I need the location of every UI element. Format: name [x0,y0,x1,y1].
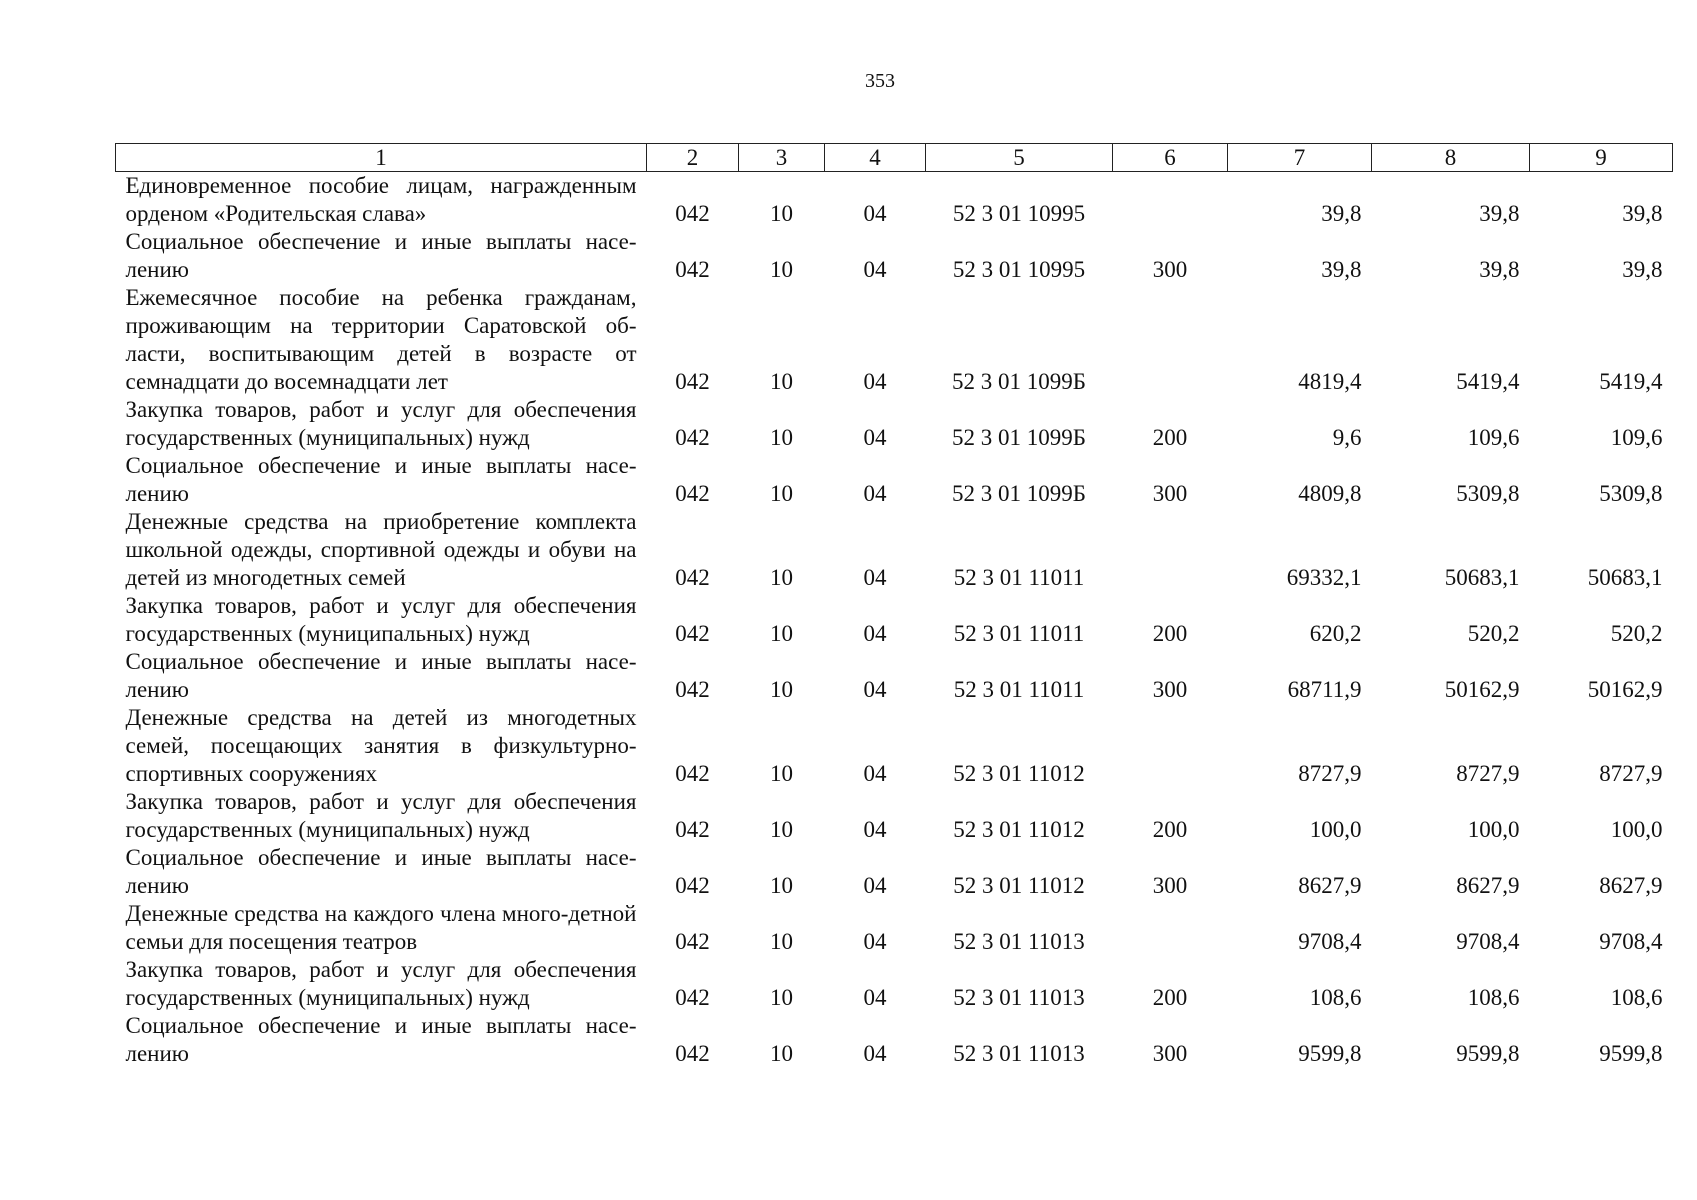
cell-col-4: 04 [863,201,887,226]
cell-col-9: 50683,1 [1587,565,1663,590]
cell-col-9: 520,2 [1610,621,1663,646]
table-row [116,648,1673,704]
header-col-7: 7 [1228,144,1372,172]
cell-col-2: 042 [675,677,710,702]
cell-col-8: 9599,8 [1456,1041,1520,1066]
cell-col-4: 04 [863,929,887,954]
table-row [116,844,1673,900]
row-description: Денежные средства на приобретение комплекта школьной одежды, спортивной одежды и обуви на детей из многодетных семей [125,509,637,590]
cell-col-8: 100,0 [1467,817,1520,842]
cell-col-4: 04 [863,257,887,282]
cell-col-2: 042 [675,817,710,842]
header-col-5: 5 [926,144,1113,172]
cell-col-3: 10 [770,621,793,646]
cell-col-7: 39,8 [1321,257,1362,282]
cell-col-4: 04 [863,481,887,506]
cell-col-3: 10 [770,985,793,1010]
cell-col-6: 300 [1152,873,1188,898]
cell-col-7: 4809,8 [1298,481,1362,506]
cell-col-3: 10 [770,257,793,282]
cell-col-8: 5309,8 [1456,481,1520,506]
header-row [116,144,1673,172]
table-row [116,228,1673,284]
cell-col-6 [1113,284,1228,396]
cell-col-7: 68711,9 [1287,677,1362,702]
cell-col-9: 9599,8 [1599,1041,1663,1066]
row-description: Социальное обеспечение и иные выплаты насе-лению [125,649,637,702]
cell-col-9: 39,8 [1622,201,1663,226]
table-row [116,172,1673,229]
cell-col-6: 300 [1152,257,1188,282]
cell-col-9: 39,8 [1622,257,1663,282]
cell-col-3: 10 [770,761,793,786]
cell-col-3: 10 [770,817,793,842]
cell-col-6 [1113,704,1228,788]
cell-col-6: 300 [1152,481,1188,506]
cell-col-9: 5309,8 [1599,481,1663,506]
table-row [116,704,1673,788]
header-col-1: 1 [116,144,647,172]
cell-col-7: 39,8 [1321,201,1362,226]
cell-col-7: 100,0 [1309,817,1362,842]
cell-col-2: 042 [675,621,710,646]
cell-col-5: 52 3 01 11012 [953,761,1085,786]
cell-col-9: 109,6 [1610,425,1663,450]
cell-col-5: 52 3 01 11013 [953,1041,1085,1066]
cell-col-4: 04 [863,761,887,786]
header-col-6: 6 [1113,144,1228,172]
row-description: Закупка товаров, работ и услуг для обеспечения государственных (муниципальных) нужд [125,593,637,646]
cell-col-3: 10 [770,201,793,226]
cell-col-2: 042 [675,873,710,898]
cell-col-3: 10 [770,1041,793,1066]
table-row [116,1012,1673,1068]
cell-col-8: 108,6 [1467,985,1520,1010]
cell-col-4: 04 [863,873,887,898]
cell-col-9: 108,6 [1610,985,1663,1010]
table-row [116,284,1673,396]
cell-col-2: 042 [675,425,710,450]
cell-col-9: 8727,9 [1599,761,1663,786]
cell-col-7: 8627,9 [1298,873,1362,898]
cell-col-3: 10 [770,929,793,954]
cell-col-7: 108,6 [1309,985,1362,1010]
cell-col-5: 52 3 01 11011 [953,621,1085,646]
cell-col-8: 39,8 [1479,257,1520,282]
cell-col-6: 200 [1152,985,1188,1010]
row-description: Закупка товаров, работ и услуг для обеспечения государственных (муниципальных) нужд [125,397,637,450]
budget-table [115,143,1673,1068]
row-description: Социальное обеспечение и иные выплаты насе-лению [125,453,637,506]
cell-col-3: 10 [770,425,793,450]
cell-col-3: 10 [770,677,793,702]
cell-col-8: 9708,4 [1456,929,1520,954]
table-row [116,396,1673,452]
cell-col-2: 042 [675,1041,710,1066]
cell-col-8: 8727,9 [1456,761,1520,786]
cell-col-4: 04 [863,369,887,394]
cell-col-8: 50683,1 [1444,565,1520,590]
cell-col-5: 52 3 01 1099Б [952,369,1086,394]
cell-col-6 [1113,900,1228,956]
cell-col-2: 042 [675,257,710,282]
cell-col-4: 04 [863,425,887,450]
header-col-4: 4 [825,144,926,172]
cell-col-4: 04 [863,1041,887,1066]
header-col-8: 8 [1372,144,1530,172]
table-header [116,144,1673,172]
cell-col-8: 520,2 [1467,621,1520,646]
cell-col-8: 39,8 [1479,201,1520,226]
cell-col-7: 9599,8 [1298,1041,1362,1066]
cell-col-8: 50162,9 [1444,677,1520,702]
cell-col-7: 9,6 [1332,425,1362,450]
row-description: Социальное обеспечение и иные выплаты насе-лению [125,1013,637,1066]
cell-col-3: 10 [770,369,793,394]
cell-col-4: 04 [863,621,887,646]
row-description: Денежные средства на детей из многодетных семей, посещающих занятия в физкультурно-спортивных сооружениях [125,705,637,786]
row-description: Единовременное пособие лицам, награжденным орденом «Родительская слава» [125,173,637,226]
table-row [116,956,1673,1012]
cell-col-2: 042 [675,481,710,506]
table-row [116,592,1673,648]
cell-col-5: 52 3 01 10995 [952,201,1086,226]
cell-col-3: 10 [770,565,793,590]
cell-col-8: 8627,9 [1456,873,1520,898]
cell-col-2: 042 [675,369,710,394]
cell-col-2: 042 [675,565,710,590]
cell-col-6: 300 [1152,1041,1188,1066]
cell-col-7: 8727,9 [1298,761,1362,786]
cell-col-6 [1113,172,1228,229]
row-description: Закупка товаров, работ и услуг для обеспечения государственных (муниципальных) нужд [125,789,637,842]
table-row [116,900,1673,956]
header-col-2: 2 [647,144,739,172]
row-description: Социальное обеспечение и иные выплаты насе-лению [125,229,637,282]
table-body [116,172,1673,1069]
cell-col-7: 620,2 [1309,621,1362,646]
cell-col-5: 52 3 01 11013 [953,985,1085,1010]
cell-col-6: 300 [1152,677,1188,702]
cell-col-3: 10 [770,481,793,506]
row-description: Закупка товаров, работ и услуг для обеспечения государственных (муниципальных) нужд [125,957,637,1010]
cell-col-6 [1113,508,1228,592]
cell-col-5: 52 3 01 1099Б [952,425,1086,450]
cell-col-7: 4819,4 [1298,369,1362,394]
cell-col-5: 52 3 01 11013 [953,929,1085,954]
row-description: Ежемесячное пособие на ребенка гражданам, проживающим на территории Саратовской об-ласти, воспитывающим детей в возрасте от семнадцати до восемнадцати лет [125,285,637,394]
table-row [116,788,1673,844]
header-col-9: 9 [1530,144,1673,172]
row-description: Денежные средства на каждого члена много-детной семьи для посещения театров [125,901,637,954]
cell-col-9: 50162,9 [1587,677,1663,702]
cell-col-6: 200 [1152,425,1188,450]
cell-col-5: 52 3 01 1099Б [952,481,1086,506]
cell-col-3: 10 [770,873,793,898]
cell-col-9: 100,0 [1610,817,1663,842]
cell-col-2: 042 [675,929,710,954]
cell-col-5: 52 3 01 11012 [953,873,1085,898]
cell-col-8: 5419,4 [1456,369,1520,394]
cell-col-7: 69332,1 [1286,565,1362,590]
cell-col-6: 200 [1152,621,1188,646]
cell-col-2: 042 [675,761,710,786]
cell-col-5: 52 3 01 11011 [953,677,1085,702]
cell-col-9: 9708,4 [1599,929,1663,954]
row-description: Социальное обеспечение и иные выплаты насе-лению [125,845,637,898]
table-row [116,452,1673,508]
cell-col-4: 04 [863,817,887,842]
cell-col-4: 04 [863,677,887,702]
header-col-3: 3 [739,144,825,172]
cell-col-7: 9708,4 [1298,929,1362,954]
cell-col-5: 52 3 01 11011 [953,565,1085,590]
cell-col-2: 042 [675,985,710,1010]
cell-col-6: 200 [1152,817,1188,842]
cell-col-9: 8627,9 [1599,873,1663,898]
cell-col-8: 109,6 [1467,425,1520,450]
table-row [116,508,1673,592]
page-number: 353 [865,70,895,92]
cell-col-9: 5419,4 [1599,369,1663,394]
cell-col-5: 52 3 01 10995 [952,257,1086,282]
cell-col-2: 042 [675,201,710,226]
cell-col-4: 04 [863,985,887,1010]
cell-col-5: 52 3 01 11012 [953,817,1085,842]
cell-col-4: 04 [863,565,887,590]
